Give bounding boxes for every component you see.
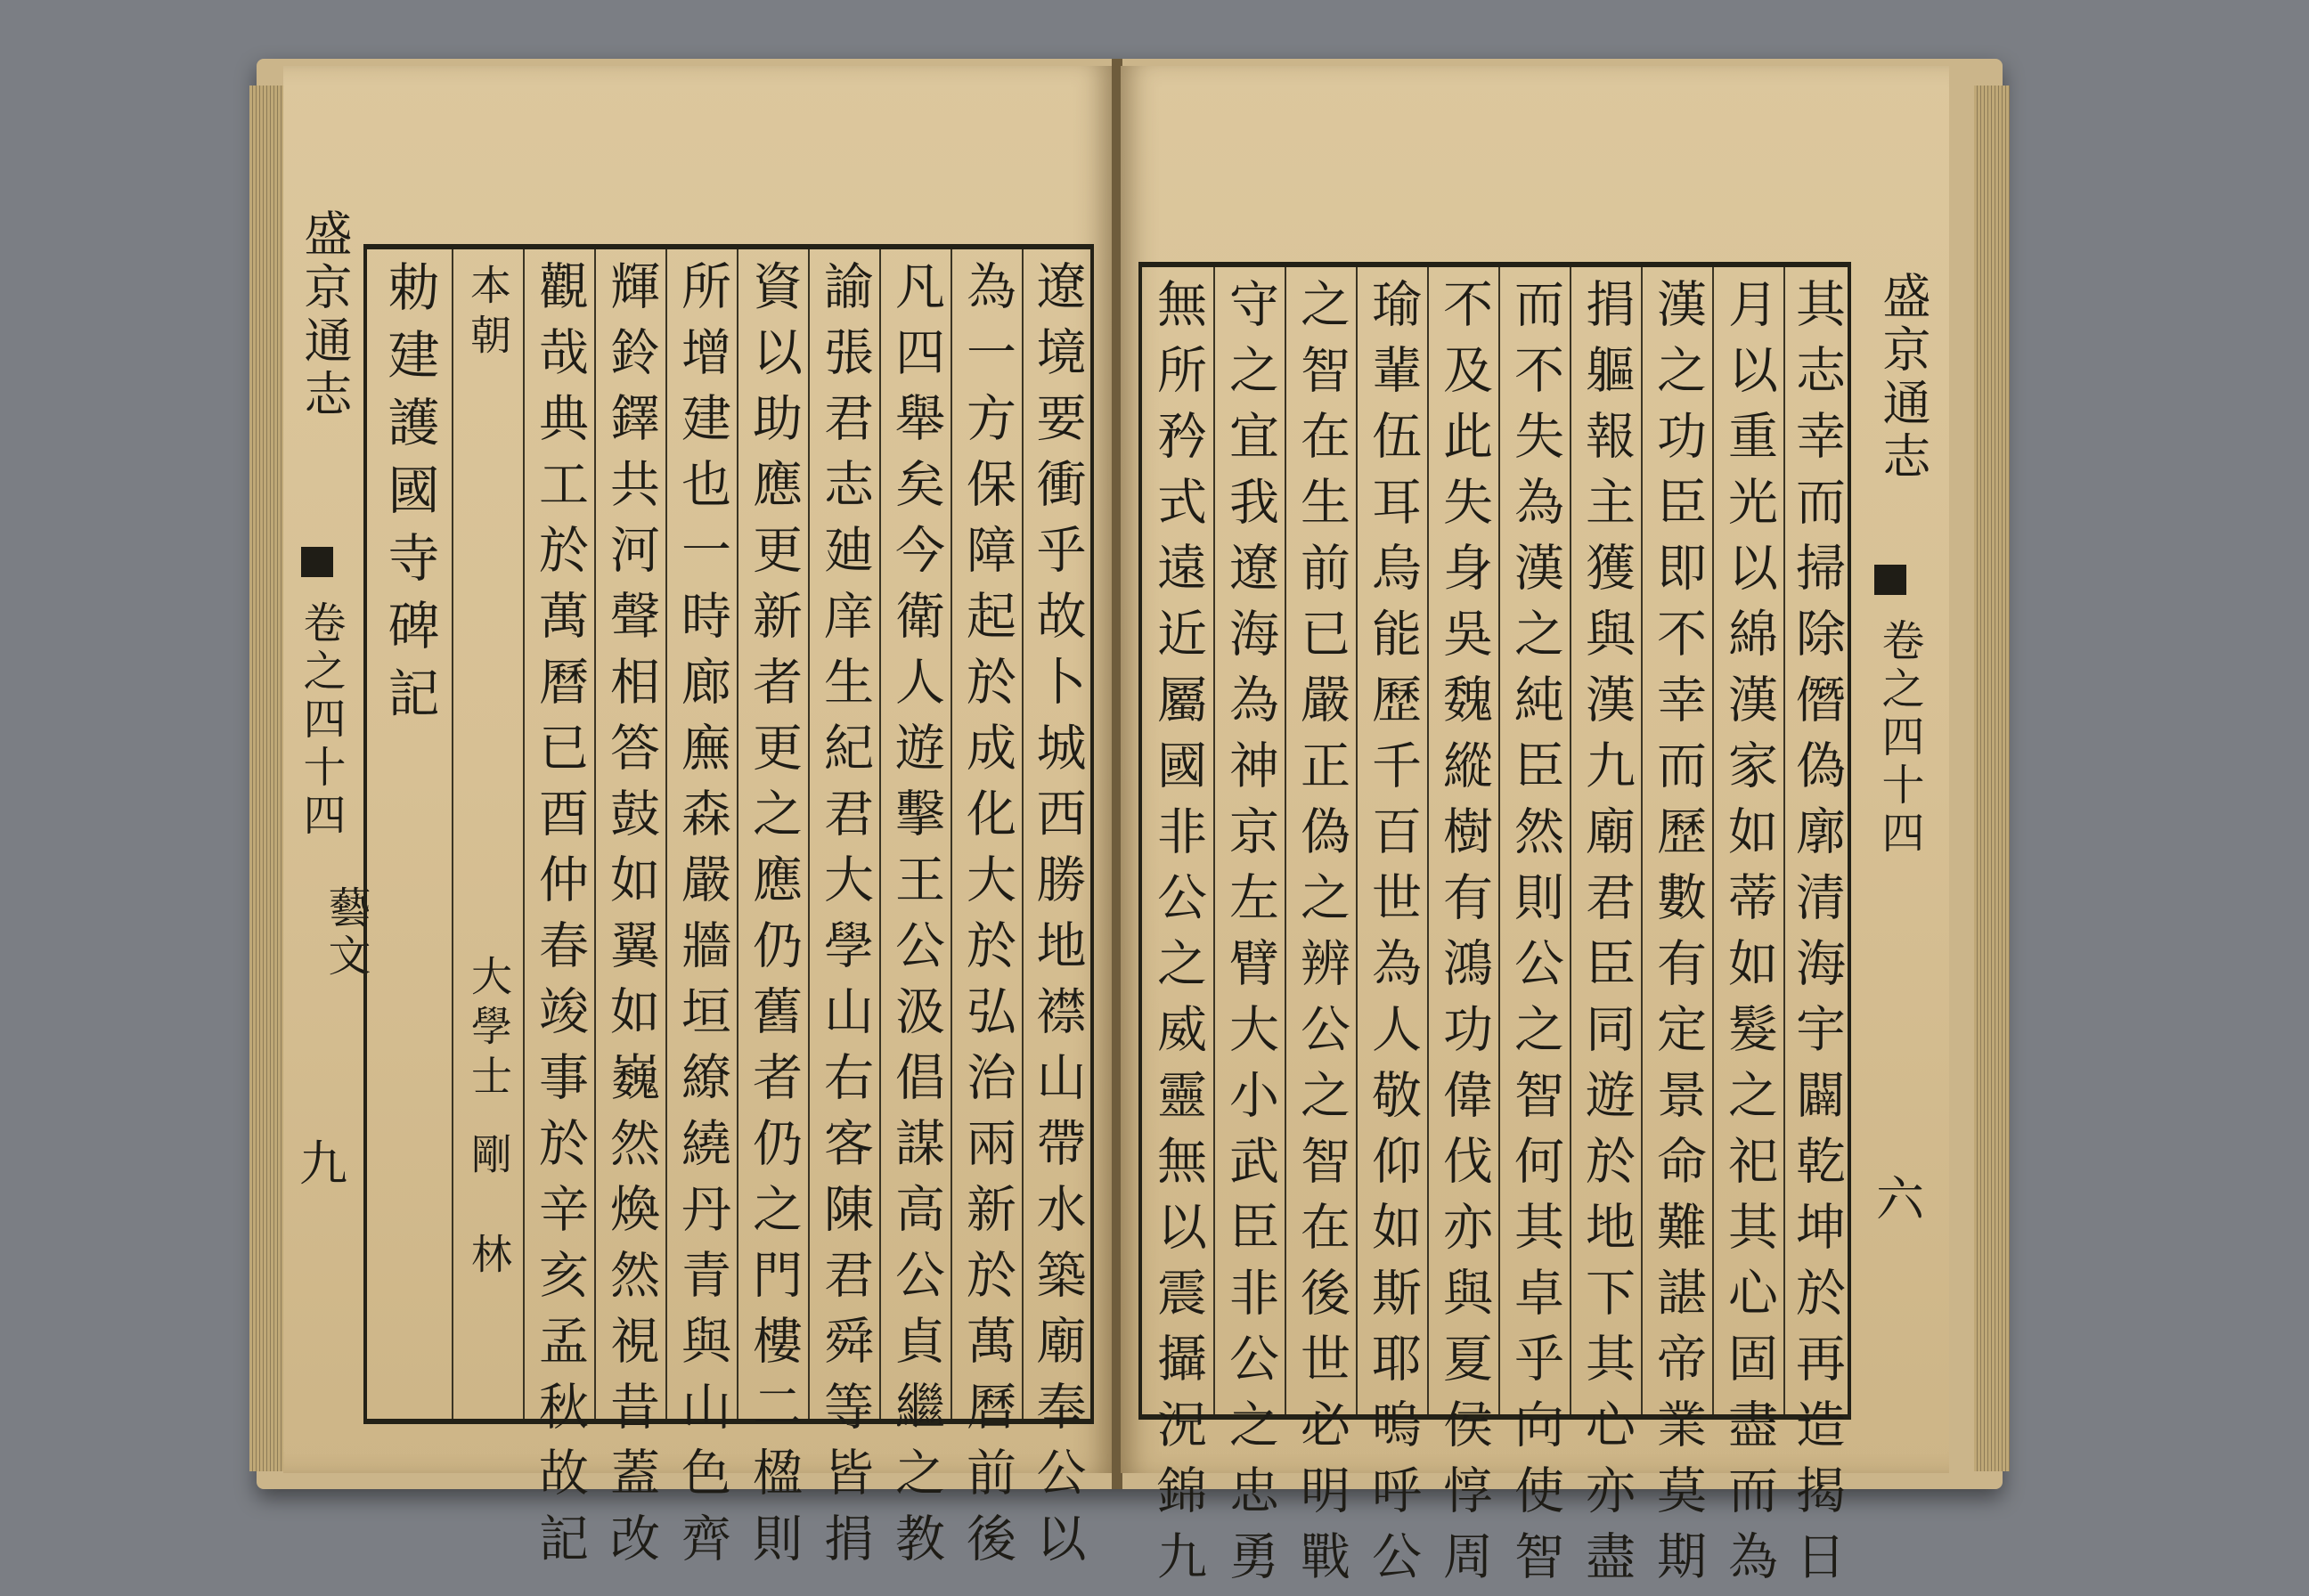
margin-title: 盛京通志 — [1875, 271, 1931, 484]
column-text: 月以重光以綿漢家如蒂如髮之祀其心固盡而為 — [1720, 278, 1778, 1596]
column-text: 守之宜我遼海為神京左臂大小武臣非公之忠勇 — [1221, 278, 1279, 1596]
margin-section: 藝文 — [321, 885, 371, 981]
text-column — [523, 249, 594, 1578]
margin-volume: 卷之四十四 — [1874, 618, 1924, 859]
left-page — [283, 66, 1112, 1578]
text-column — [951, 249, 1022, 1578]
author-column — [452, 249, 523, 1419]
right-page — [1121, 66, 1949, 1596]
column-text: 為一方保障起於成化大於弘治兩新於萬曆前後 — [959, 260, 1016, 1578]
text-column — [665, 249, 737, 1578]
margin-title: 盛京通志 — [297, 208, 353, 422]
text-column — [1641, 267, 1712, 1596]
column-text: 輝鈴鐸共河聲相答鼓如翼如巍然煥然視昔蓋改 — [602, 260, 660, 1578]
text-frame-left — [363, 244, 1094, 1578]
text-column — [594, 249, 665, 1578]
text-column — [808, 249, 879, 1578]
left-page-edges — [249, 86, 285, 1471]
margin-volume: 卷之四十四 — [296, 600, 346, 841]
column-text: 其志幸而掃除僭偽廓清海宇闢乾坤於再造揭日 — [1788, 278, 1846, 1596]
column-text: 不及此失身吳魏縱樹有鴻功偉伐亦與夏侯惇周 — [1435, 278, 1493, 1596]
dynasty-label: 本朝 — [464, 264, 512, 363]
column-text: 捐軀報主獲與漢九廟君臣同遊於地下其心亦盡 — [1578, 278, 1636, 1596]
column-text: 而不失為漢之純臣然則公之智何其卓乎向使智 — [1506, 278, 1564, 1596]
column-text: 瑜輩伍耳烏能歷千百世為人敬仰如斯耶嗚呼公 — [1364, 278, 1422, 1596]
author-name: 剛 林 — [465, 1133, 513, 1282]
right-page-edges — [1974, 86, 2010, 1471]
folio-number: 九 — [299, 1136, 347, 1192]
text-column — [1570, 267, 1641, 1596]
open-book — [257, 59, 2003, 1596]
column-text: 無所矜式遠近屬國非公之威靈無以震攝況錦九 — [1149, 278, 1207, 1596]
text-column — [1285, 267, 1356, 1596]
text-column — [1783, 267, 1848, 1596]
text-frame-right — [1138, 262, 1851, 1596]
article-title: 勅建護國寺碑記 — [379, 260, 440, 734]
column-text: 遼境要衝乎故卜城西勝地襟山帶水築廟奉公以 — [1028, 260, 1087, 1578]
column-text: 凡四舉矣今衛人遊擊王公汲倡謀高公貞繼之教 — [887, 260, 945, 1578]
column-text: 所增建也一時廊廡森嚴牆垣繚繞丹青與山色齊 — [673, 260, 731, 1578]
text-column — [1142, 267, 1213, 1596]
column-text: 諭張君志廸庠生紀君大學山右客陳君舜等皆捐 — [816, 260, 874, 1578]
text-column — [879, 249, 951, 1578]
text-column — [1356, 267, 1427, 1596]
title-column — [367, 249, 452, 1419]
column-text: 觀哉典工於萬曆已酉仲春竣事於辛亥孟秋故記 — [531, 260, 589, 1578]
column-text: 資以助應更新者更之應仍舊者仍之門樓二楹則 — [745, 260, 803, 1578]
text-column — [1427, 267, 1498, 1596]
column-text: 之智在生前已嚴正偽之辨公之智在後世必明戰 — [1293, 278, 1350, 1596]
text-column — [1712, 267, 1783, 1596]
text-column — [1213, 267, 1285, 1596]
folio-number: 六 — [1876, 1171, 1924, 1227]
fishtail-mark — [1874, 565, 1906, 595]
text-column — [1498, 267, 1570, 1596]
fishtail-mark — [301, 547, 333, 577]
text-column — [737, 249, 808, 1578]
text-column — [1022, 249, 1090, 1578]
column-text: 漢之功臣即不幸而歷數有定景命難諶帝業莫期 — [1649, 278, 1707, 1596]
author-title: 大學士 — [465, 955, 513, 1104]
